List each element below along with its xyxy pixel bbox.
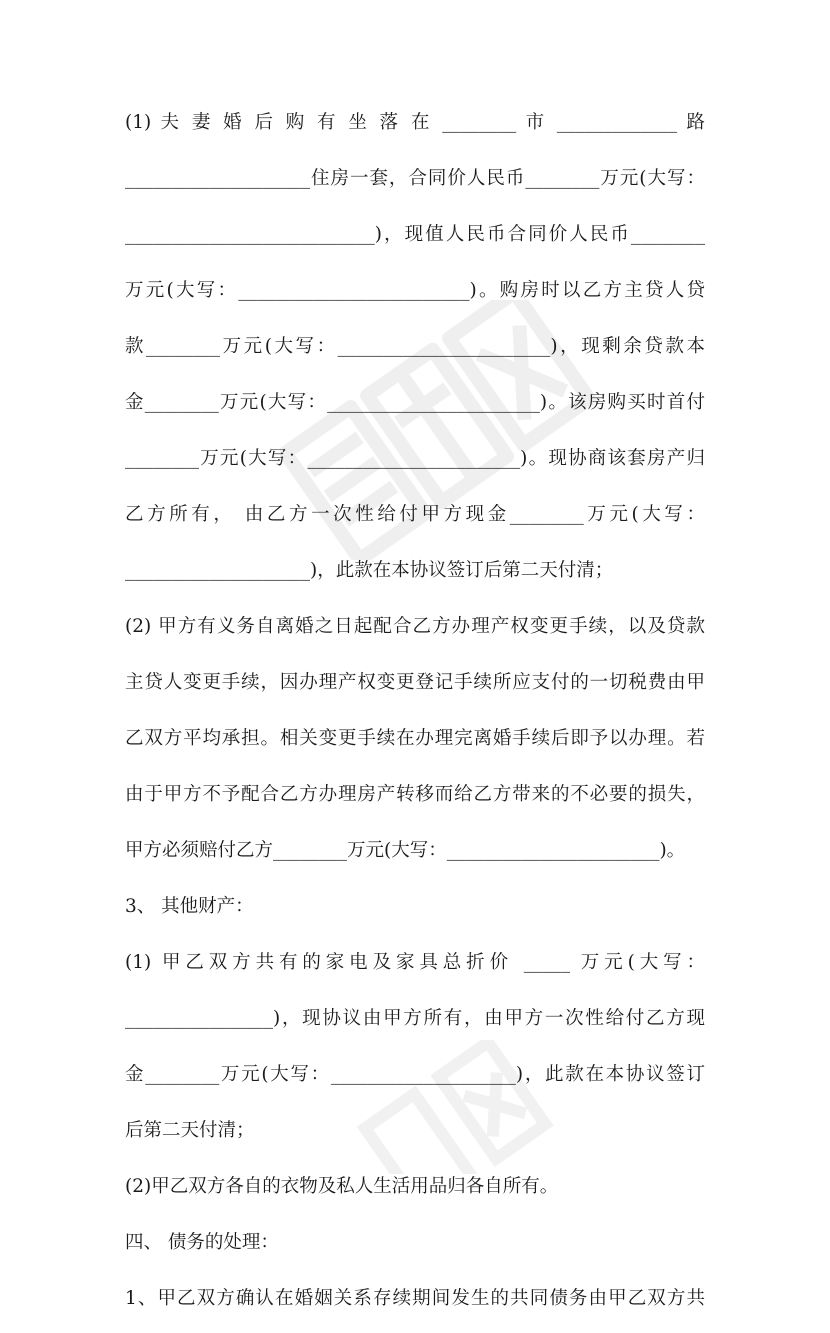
text-line-18: 金________万元(大写：____________________)，此款在本协议签订 xyxy=(125,1064,705,1085)
text-line-11: 主贷人变更手续，因办理产权变更登记手续所应支付的一切税费由甲 xyxy=(125,672,705,693)
text-line-19: 后第二天付清； xyxy=(125,1120,255,1141)
text-line-5: 款________万元(大写：_______________________)，现剩余贷款本 xyxy=(125,336,705,357)
text-line-4: 万元(大写：_________________________)。购房时以乙方主贷人贷 xyxy=(125,280,705,301)
text-line-14: 甲方必须赔付乙方________万元(大写：_______________________)。 xyxy=(125,840,686,861)
text-line-2: ____________________住房一套，合同价人民币________万元(大写： xyxy=(125,168,705,189)
text-line-22: 1、甲乙双方确认在婚姻关系存续期间发生的共同债务由甲乙双方共 xyxy=(125,1288,705,1309)
text-line-20: (2)甲乙双方各自的衣物及私人生活用品归各自所有。 xyxy=(125,1176,559,1197)
document-body xyxy=(125,101,705,1333)
text-line-9: ____________________)，此款在本协议签订后第二天付清； xyxy=(125,560,614,581)
text-line-7: ________万元(大写：_______________________)。现协商该套房产归 xyxy=(125,448,705,469)
section-heading-debts: 四、 债务的处理： xyxy=(125,1232,279,1253)
text-line-3: ___________________________)，现值人民币合同价人民币________ xyxy=(125,224,705,245)
text-line-17: ________________)，现协议由甲方所有，由甲方一次性给付乙方现 xyxy=(125,1008,705,1029)
text-line-12: 乙双方平均承担。相关变更手续在办理完离婚手续后即予以办理。若 xyxy=(125,728,705,749)
text-line-10: (2) 甲方有义务自离婚之日起配合乙方办理产权变更手续，以及贷款 xyxy=(125,616,705,637)
text-line-1: (1) 夫 妻 婚 后 购 有 坐 落 在 ________ 市 _____________ 路 xyxy=(125,112,705,133)
text-line-16: (1) 甲乙双方共有的家电及家具总折价 _____ 万元(大写： xyxy=(125,952,705,973)
text-line-13: 由于甲方不予配合乙方办理房产转移而给乙方带来的不必要的损失， xyxy=(125,784,705,805)
text-line-8: 乙方所有， 由乙方一次性给付甲方现金________万元(大写： xyxy=(125,504,705,525)
section-heading-other-property: 3、 其他财产： xyxy=(125,896,254,917)
text-line-6: 金________万元(大写：_______________________)。该房购买时首付 xyxy=(125,392,705,413)
